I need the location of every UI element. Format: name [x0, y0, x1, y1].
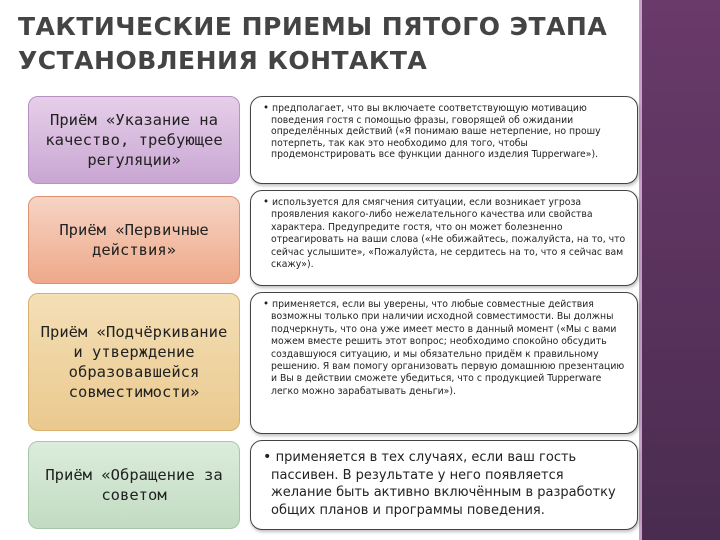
bullet-icon: •: [263, 197, 270, 208]
bullet-icon: •: [263, 449, 272, 465]
technique-label-3: Приём «Подчёркивание и утверждение образовавшейся совместимости»: [28, 293, 240, 431]
description-text: используется для смягчения ситуации, если возникает угроза проявления какого-либо нежелательного качества или свойства характера. Предупредите гостя, что он может болезненно отреагировать на ваши слова («Не обижайтесь, пожалуйста, на то, что сейчас услышите», «Пожалуйста, не сердитесь на то, что я сейчас вам скажу»).: [271, 197, 626, 271]
slide-title: ТАКТИЧЕСКИЕ ПРИЕМЫ ПЯТОГО ЭТАПА УСТАНОВЛЕНИЯ КОНТАКТА: [18, 12, 608, 75]
technique-label-1: Приём «Указание на качество, требующее регуляции»: [28, 96, 240, 184]
technique-description-2: [250, 190, 638, 286]
technique-description-4: [250, 440, 638, 530]
bullet-icon: •: [263, 103, 270, 114]
decorative-side-stripe: [642, 0, 720, 540]
technique-label-2: Приём «Первичные действия»: [28, 196, 240, 284]
description-text: применяется в тех случаях, если ваш гость пассивен. В результате у него появляется желание быть активно включённым в разработку общих планов и программы поведения.: [271, 450, 616, 518]
technique-description-3: [250, 292, 638, 434]
description-text: применяется, если вы уверены, что любые совместные действия возможны только при наличии исходной совместимости. Вы должны подчеркнуть, что она уже имеет место в данный момент («Мы с вами можем вместе решить этот вопрос; необходимо спокойно обсудить создавшуюся ситуацию, и мы обязательно придём к правильному решению. Я вам помогу организовать первую домашнюю презентацию и Вы в действии сможете убедиться, что с продукцией Tupperware легко можно зарабатывать деньги»).: [271, 299, 625, 397]
technique-label-4: Приём «Обращение за советом: [28, 441, 240, 529]
bullet-icon: •: [263, 299, 270, 310]
technique-description-1: [250, 96, 638, 184]
description-text: предполагает, что вы включаете соответствующую мотивацию поведения гостя с помощью фразы, говорящей об ожидании определённых действий («Я понимаю ваше нетерпение, но прошу потерпеть, так как это необходимо для того, чтобы продемонстрировать все функции данного изделия Tupperware»).: [271, 103, 601, 161]
